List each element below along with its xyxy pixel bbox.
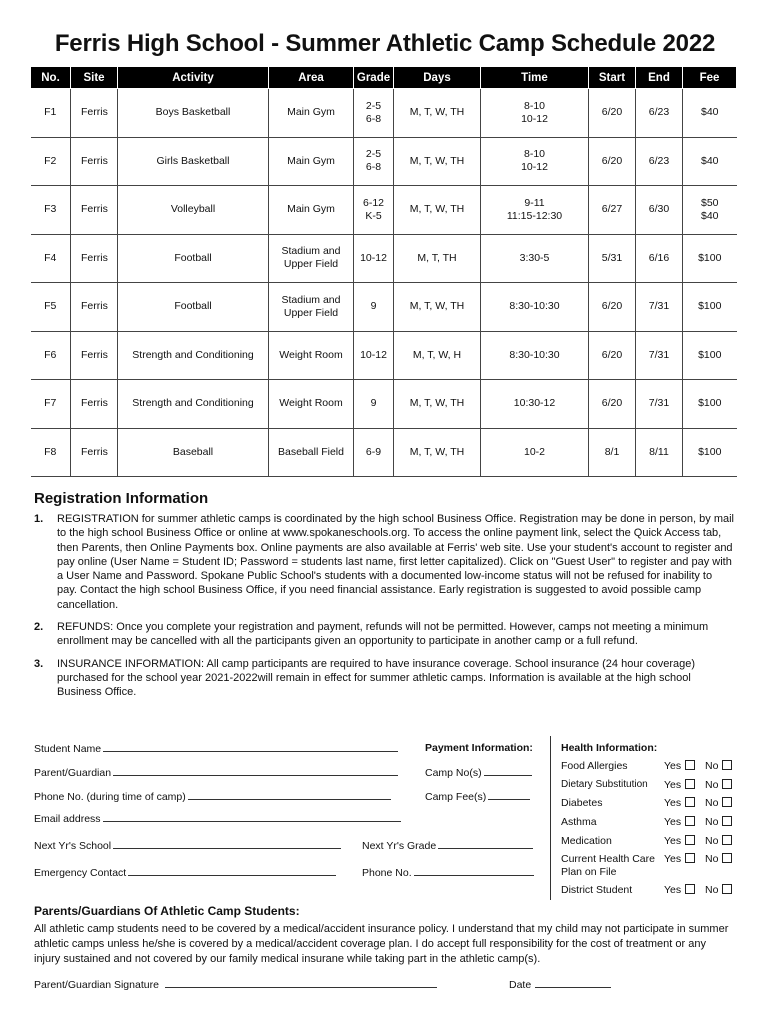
- cell-end: 7/31: [636, 331, 683, 380]
- no-label: No: [705, 760, 719, 772]
- yes-label: Yes: [664, 884, 682, 896]
- no-checkbox[interactable]: [722, 853, 732, 863]
- emergency-row: [34, 866, 336, 879]
- registration-list: [34, 512, 734, 708]
- table-row: [31, 380, 737, 429]
- health-item-label: District Student: [561, 884, 633, 896]
- phone-label: Phone No. (during time of camp): [34, 791, 186, 803]
- cell-site: Ferris: [71, 380, 118, 429]
- emergency-label: Emergency Contact: [34, 867, 127, 879]
- table-row: [31, 283, 737, 332]
- cell-days: M, T, TH: [394, 234, 481, 283]
- phone-row: [34, 790, 391, 803]
- col-header-activity: Activity: [118, 67, 269, 89]
- parent-guardian-row: [34, 766, 398, 779]
- cell-fee: $40: [683, 137, 737, 186]
- no-label: No: [705, 853, 719, 865]
- no-label: No: [705, 835, 719, 847]
- cell-time: 8-10 10-12: [481, 89, 589, 138]
- cell-no: F5: [31, 283, 71, 332]
- cell-grade: 6-12 K-5: [354, 186, 394, 235]
- cell-start: 6/20: [589, 331, 636, 380]
- yes-checkbox[interactable]: [685, 853, 695, 863]
- list-item-text: REGISTRATION for summer athletic camps is coordinated by the high school Business Office. Registration may be done in person, by mail to the high school Business Office or online at www.spokaneschools.org. To access the online payment link, select the Quick Access tab, then Parents, then Online Payments box. Online payments are also available at Ferris' web site. Use your student's account to register and pay online (User Name = Student ID; Password = students last name, first letter capitalized). Click on "Guest User" to register and pay with a User Name and Password. Spokane Public School's students with a documented low-income status will not be refused for inability to pay. Contact the high school Business Office, if you need financial assistance. Early registration is suggested to avoid possible camp cancellation.: [57, 513, 734, 611]
- cell-start: 6/20: [589, 283, 636, 332]
- camp-no-field[interactable]: [484, 766, 532, 776]
- date-field[interactable]: [535, 978, 611, 988]
- list-item: [34, 512, 734, 612]
- no-option: [705, 853, 732, 865]
- date-row: [509, 978, 611, 991]
- no-label: No: [705, 797, 719, 809]
- section-divider: [550, 736, 551, 900]
- cell-site: Ferris: [71, 283, 118, 332]
- table-header-row: [31, 67, 737, 89]
- yes-checkbox[interactable]: [685, 797, 695, 807]
- registration-title: Registration Information: [34, 490, 209, 507]
- yes-label: Yes: [664, 835, 682, 847]
- yes-label: Yes: [664, 760, 682, 772]
- cell-days: M, T, W, TH: [394, 137, 481, 186]
- next-grade-label: Next Yr's Grade: [362, 840, 437, 852]
- yes-label: Yes: [664, 816, 682, 828]
- yes-checkbox[interactable]: [685, 779, 695, 789]
- next-school-label: Next Yr's School: [34, 840, 112, 852]
- list-item: [34, 620, 734, 649]
- no-checkbox[interactable]: [722, 816, 732, 826]
- health-item-label: Current Health Care Plan on File: [561, 853, 655, 878]
- parents-statement: All athletic camp students need to be covered by a medical/accident insurance policy. I understand that my child may not participate in summer athletic camps unless he/she is covered by a medical/accident coverage plan. I do accept full responsibility for the cost of treatment or any injury sustained and not covered by our family medical insurane while taking part in the athletic camp(s).: [34, 923, 729, 965]
- list-item-number: 2.: [34, 621, 44, 634]
- date-label: Date: [509, 979, 532, 991]
- student-name-label: Student Name: [34, 743, 102, 755]
- no-option: [705, 816, 732, 828]
- no-checkbox[interactable]: [722, 835, 732, 845]
- cell-site: Ferris: [71, 186, 118, 235]
- no-option: [705, 884, 732, 896]
- cell-area: Weight Room: [269, 380, 354, 429]
- cell-end: 6/16: [636, 234, 683, 283]
- cell-end: 6/30: [636, 186, 683, 235]
- cell-start: 6/20: [589, 137, 636, 186]
- cell-activity: Volleyball: [118, 186, 269, 235]
- cell-no: F3: [31, 186, 71, 235]
- cell-grade: 9: [354, 283, 394, 332]
- cell-end: 6/23: [636, 137, 683, 186]
- cell-start: 6/27: [589, 186, 636, 235]
- cell-days: M, T, W, TH: [394, 283, 481, 332]
- yes-option: [664, 853, 695, 865]
- cell-area: Main Gym: [269, 137, 354, 186]
- email-label: Email address: [34, 813, 101, 825]
- cell-start: 5/31: [589, 234, 636, 283]
- email-row: [34, 812, 401, 825]
- yes-option: [664, 797, 695, 809]
- cell-time: 8:30-10:30: [481, 283, 589, 332]
- no-option: [705, 760, 732, 772]
- table-row: [31, 234, 737, 283]
- cell-activity: Strength and Conditioning: [118, 331, 269, 380]
- cell-site: Ferris: [71, 89, 118, 138]
- yes-option: [664, 816, 695, 828]
- list-item-text: REFUNDS: Once you complete your registration and payment, refunds will not be permitted. However, camps not meeting a minimum enrollment may be cancelled with all the participants given an opportunity to participate in another camp or a full refund.: [57, 621, 709, 648]
- cell-no: F2: [31, 137, 71, 186]
- no-checkbox[interactable]: [722, 884, 732, 894]
- cell-time: 3:30-5: [481, 234, 589, 283]
- payment-title-row: [425, 742, 533, 754]
- table-row: [31, 137, 737, 186]
- signature-label: Parent/Guardian Signature: [34, 979, 159, 991]
- health-section: [561, 742, 741, 896]
- cell-fee: $100: [683, 428, 737, 477]
- cell-activity: Girls Basketball: [118, 137, 269, 186]
- cell-grade: 9: [354, 380, 394, 429]
- cell-area: Main Gym: [269, 186, 354, 235]
- cell-fee: $100: [683, 283, 737, 332]
- cell-area: Baseball Field: [269, 428, 354, 477]
- cell-days: M, T, W, TH: [394, 380, 481, 429]
- cell-end: 7/31: [636, 283, 683, 332]
- no-checkbox[interactable]: [722, 779, 732, 789]
- cell-area: Weight Room: [269, 331, 354, 380]
- cell-end: 8/11: [636, 428, 683, 477]
- cell-fee: $100: [683, 234, 737, 283]
- list-item: [34, 657, 734, 700]
- cell-activity: Baseball: [118, 428, 269, 477]
- cell-area: Main Gym: [269, 89, 354, 138]
- camp-fee-field[interactable]: [488, 790, 530, 800]
- health-title: Health Information:: [561, 742, 658, 754]
- yes-label: Yes: [664, 797, 682, 809]
- cell-activity: Boys Basketball: [118, 89, 269, 138]
- schedule-table: [30, 66, 737, 477]
- yes-checkbox[interactable]: [685, 816, 695, 826]
- cell-fee: $50 $40: [683, 186, 737, 235]
- student-name-row: [34, 742, 398, 755]
- no-checkbox[interactable]: [722, 760, 732, 770]
- health-item-label: Food Allergies: [561, 760, 628, 772]
- cell-start: 6/20: [589, 89, 636, 138]
- no-option: [705, 779, 732, 791]
- health-item-label: Diabetes: [561, 797, 603, 809]
- cell-grade: 2-5 6-8: [354, 137, 394, 186]
- cell-end: 7/31: [636, 380, 683, 429]
- col-header-area: Area: [269, 67, 354, 89]
- yes-label: Yes: [664, 853, 682, 865]
- cell-site: Ferris: [71, 331, 118, 380]
- camp-fee-label: Camp Fee(s): [425, 791, 487, 803]
- list-item-text: INSURANCE INFORMATION: All camp participants are required to have insurance coverage. School insurance (24 hour coverage) purchased for the school year 2021-2022will remain in effect for summer athletic camps. Information is available at the high school Business Office.: [57, 657, 696, 699]
- next-grade-field[interactable]: [438, 839, 533, 849]
- cell-area: Stadium and Upper Field: [269, 283, 354, 332]
- cell-time: 10-2: [481, 428, 589, 477]
- parent-guardian-label: Parent/Guardian: [34, 767, 112, 779]
- phone-no-field[interactable]: [414, 866, 534, 876]
- email-field[interactable]: [103, 812, 401, 822]
- payment-title: Payment Information:: [425, 742, 533, 754]
- camp-no-label: Camp No(s): [425, 767, 482, 779]
- cell-days: M, T, W, TH: [394, 428, 481, 477]
- table-row: [31, 428, 737, 477]
- cell-days: M, T, W, TH: [394, 186, 481, 235]
- cell-no: F4: [31, 234, 71, 283]
- no-option: [705, 835, 732, 847]
- col-header-site: Site: [71, 67, 118, 89]
- table-row: [31, 186, 737, 235]
- emergency-field[interactable]: [128, 866, 336, 876]
- no-label: No: [705, 816, 719, 828]
- cell-area: Stadium and Upper Field: [269, 234, 354, 283]
- yes-checkbox[interactable]: [685, 884, 695, 894]
- student-name-field[interactable]: [103, 742, 398, 752]
- col-header-end: End: [636, 67, 683, 89]
- yes-option: [664, 835, 695, 847]
- cell-time: 10:30-12: [481, 380, 589, 429]
- cell-no: F7: [31, 380, 71, 429]
- col-header-days: Days: [394, 67, 481, 89]
- cell-start: 8/1: [589, 428, 636, 477]
- table-row: [31, 89, 737, 138]
- cell-fee: $40: [683, 89, 737, 138]
- next-school-field[interactable]: [113, 839, 341, 849]
- col-header-time: Time: [481, 67, 589, 89]
- parents-title: Parents/Guardians Of Athletic Camp Students:: [34, 904, 300, 918]
- cell-no: F1: [31, 89, 71, 138]
- camp-no-row: [425, 766, 532, 779]
- cell-days: M, T, W, H: [394, 331, 481, 380]
- list-item-number: 1.: [34, 513, 44, 525]
- col-header-grade: Grade: [354, 67, 394, 89]
- cell-fee: $100: [683, 331, 737, 380]
- phone-no-label: Phone No.: [362, 867, 412, 879]
- cell-days: M, T, W, TH: [394, 89, 481, 138]
- no-label: No: [705, 779, 719, 791]
- yes-option: [664, 779, 695, 791]
- yes-checkbox[interactable]: [685, 835, 695, 845]
- table-row: [31, 331, 737, 380]
- phone-field[interactable]: [188, 790, 391, 800]
- list-item-number: 3.: [34, 657, 44, 670]
- no-checkbox[interactable]: [722, 797, 732, 807]
- next-school-row: [34, 839, 341, 852]
- no-label: No: [705, 884, 719, 896]
- col-header-start: Start: [589, 67, 636, 89]
- cell-no: F6: [31, 331, 71, 380]
- page-title: Ferris High School - Summer Athletic Camp Schedule 2022: [54, 30, 716, 57]
- cell-site: Ferris: [71, 234, 118, 283]
- col-header-no: No.: [31, 67, 71, 89]
- cell-grade: 2-5 6-8: [354, 89, 394, 138]
- cell-grade: 6-9: [354, 428, 394, 477]
- next-grade-row: [362, 839, 533, 852]
- cell-grade: 10-12: [354, 234, 394, 283]
- parent-guardian-field[interactable]: [113, 766, 398, 776]
- cell-time: 8-10 10-12: [481, 137, 589, 186]
- col-header-fee: Fee: [683, 67, 737, 89]
- cell-site: Ferris: [71, 137, 118, 186]
- cell-no: F8: [31, 428, 71, 477]
- cell-end: 6/23: [636, 89, 683, 138]
- cell-activity: Strength and Conditioning: [118, 380, 269, 429]
- yes-label: Yes: [664, 779, 682, 791]
- signature-field[interactable]: [165, 978, 437, 988]
- no-option: [705, 797, 732, 809]
- signature-row: [34, 978, 437, 991]
- cell-time: 8:30-10:30: [481, 331, 589, 380]
- cell-activity: Football: [118, 234, 269, 283]
- yes-option: [664, 884, 695, 896]
- cell-fee: $100: [683, 380, 737, 429]
- phone-no-row: [362, 866, 534, 879]
- cell-activity: Football: [118, 283, 269, 332]
- cell-site: Ferris: [71, 428, 118, 477]
- yes-option: [664, 760, 695, 772]
- camp-fee-row: [425, 790, 530, 803]
- cell-time: 9-11 11:15-12:30: [481, 186, 589, 235]
- yes-checkbox[interactable]: [685, 760, 695, 770]
- health-item-label: Medication: [561, 835, 612, 847]
- health-item-label: Asthma: [561, 816, 597, 828]
- health-item-label: Dietary Substitution: [561, 779, 648, 790]
- cell-grade: 10-12: [354, 331, 394, 380]
- cell-start: 6/20: [589, 380, 636, 429]
